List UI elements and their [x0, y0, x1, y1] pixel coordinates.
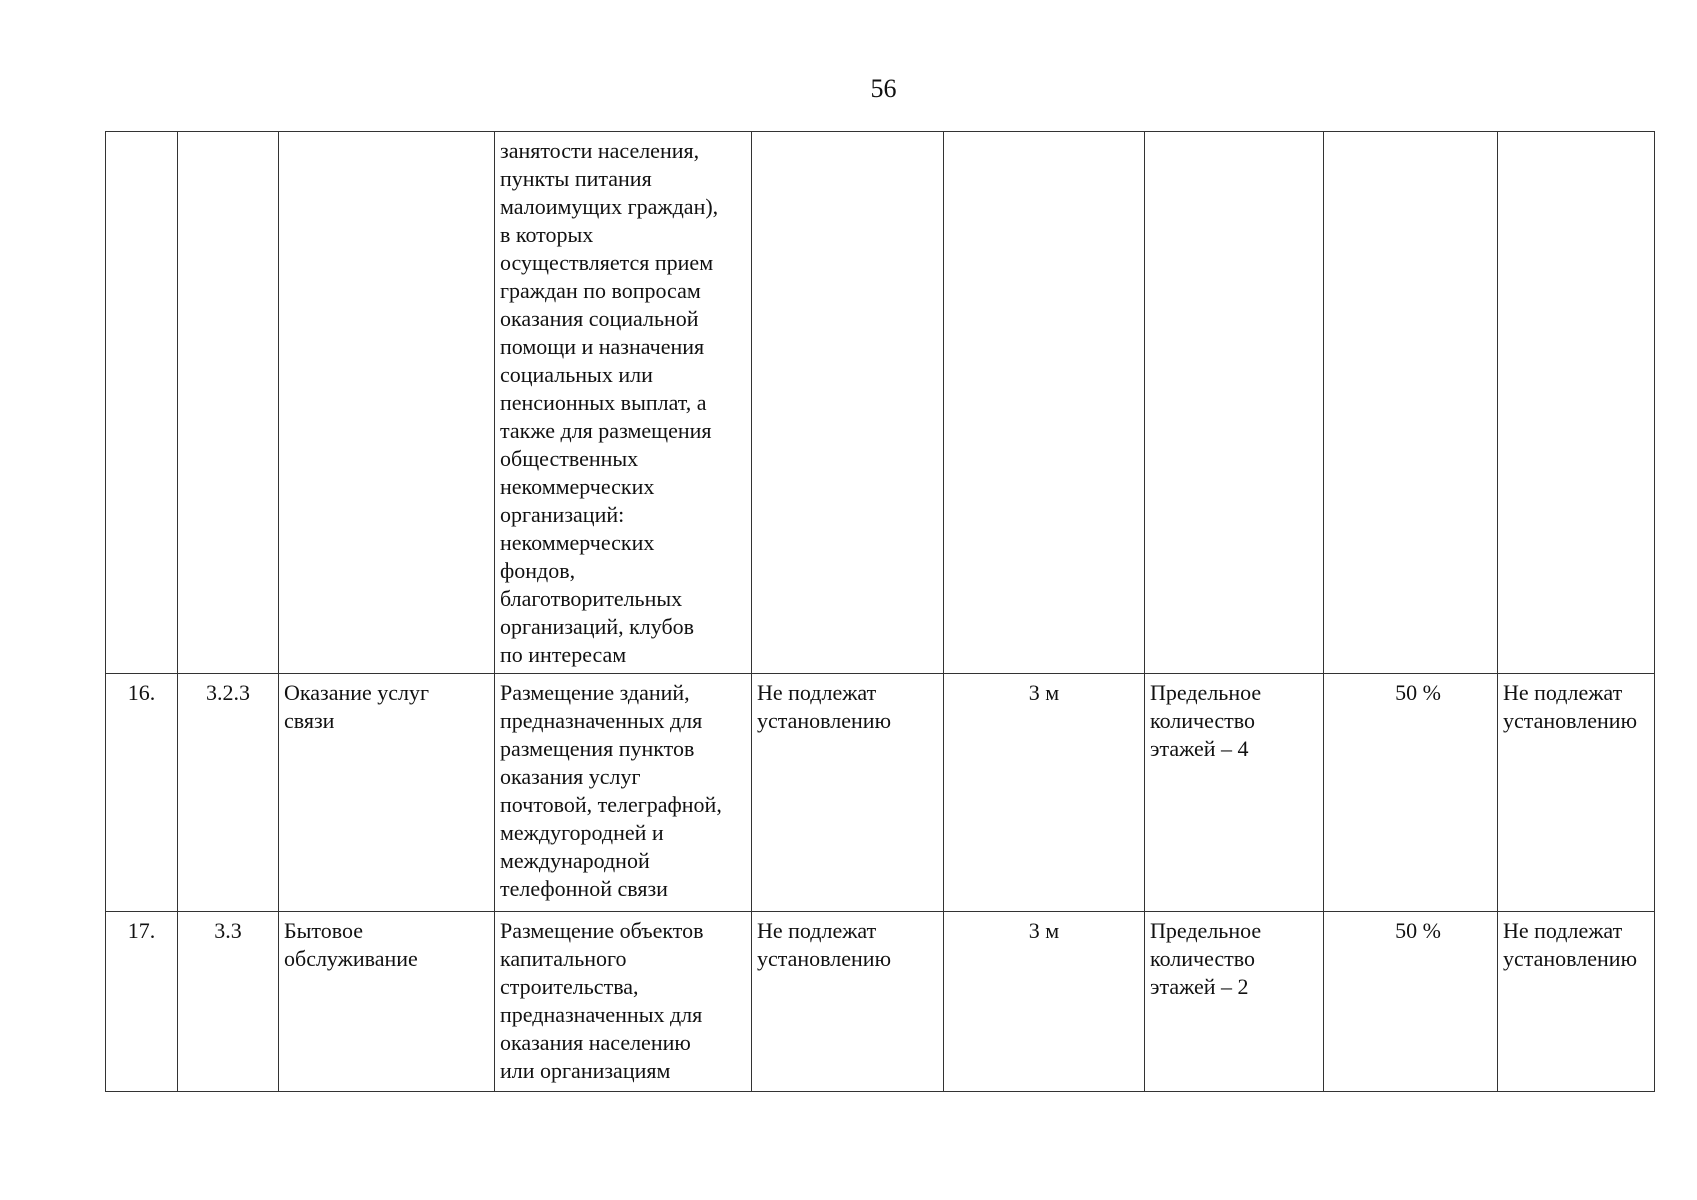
- row-number-cell: 17.: [106, 912, 178, 1092]
- use-name-cell: Оказание услуг связи: [279, 674, 495, 912]
- code-cell: 3.3: [178, 912, 279, 1092]
- description-cell: Размещение зданий, предназначенных для размещения пунктов оказания услуг почтовой, телеграфной, междугородней и международной телефонной связи: [495, 674, 752, 912]
- table-row: [106, 132, 1655, 674]
- use-name-cell: Бытовое обслуживание: [279, 912, 495, 1092]
- regulations-table: [105, 131, 1655, 1092]
- table-row: [106, 674, 1655, 912]
- description-cell: Размещение объектов капитального строительства, предназначенных для оказания населению или организациям: [495, 912, 752, 1092]
- setback-cell: [944, 132, 1145, 674]
- table-row: [106, 912, 1655, 1092]
- coverage-cell: 50 %: [1324, 912, 1498, 1092]
- coverage-cell: [1324, 132, 1498, 674]
- column-9-cell: Не подлежат установлению: [1498, 674, 1655, 912]
- floors-cell: Предельное количество этажей – 2: [1145, 912, 1324, 1092]
- column-9-cell: Не подлежат установлению: [1498, 912, 1655, 1092]
- floors-cell: Предельное количество этажей – 4: [1145, 674, 1324, 912]
- code-cell: [178, 132, 279, 674]
- column-5-cell: [752, 132, 944, 674]
- page-number: 56: [870, 74, 897, 103]
- row-number-cell: [106, 132, 178, 674]
- description-cell: занятости населения, пункты питания малоимущих граждан), в которых осуществляется прием граждан по вопросам оказания социальной помощи и назначения социальных или пенсионных выплат, а также для размещения общественных некоммерческих организаций: некоммерческих фондов, благотворительных организаций, клубов по интересам: [495, 132, 752, 674]
- row-number-cell: 16.: [106, 674, 178, 912]
- code-cell: 3.2.3: [178, 674, 279, 912]
- use-name-cell: [279, 132, 495, 674]
- coverage-cell: 50 %: [1324, 674, 1498, 912]
- floors-cell: [1145, 132, 1324, 674]
- column-9-cell: [1498, 132, 1655, 674]
- setback-cell: 3 м: [944, 912, 1145, 1092]
- column-5-cell: Не подлежат установлению: [752, 912, 944, 1092]
- column-5-cell: Не подлежат установлению: [752, 674, 944, 912]
- setback-cell: 3 м: [944, 674, 1145, 912]
